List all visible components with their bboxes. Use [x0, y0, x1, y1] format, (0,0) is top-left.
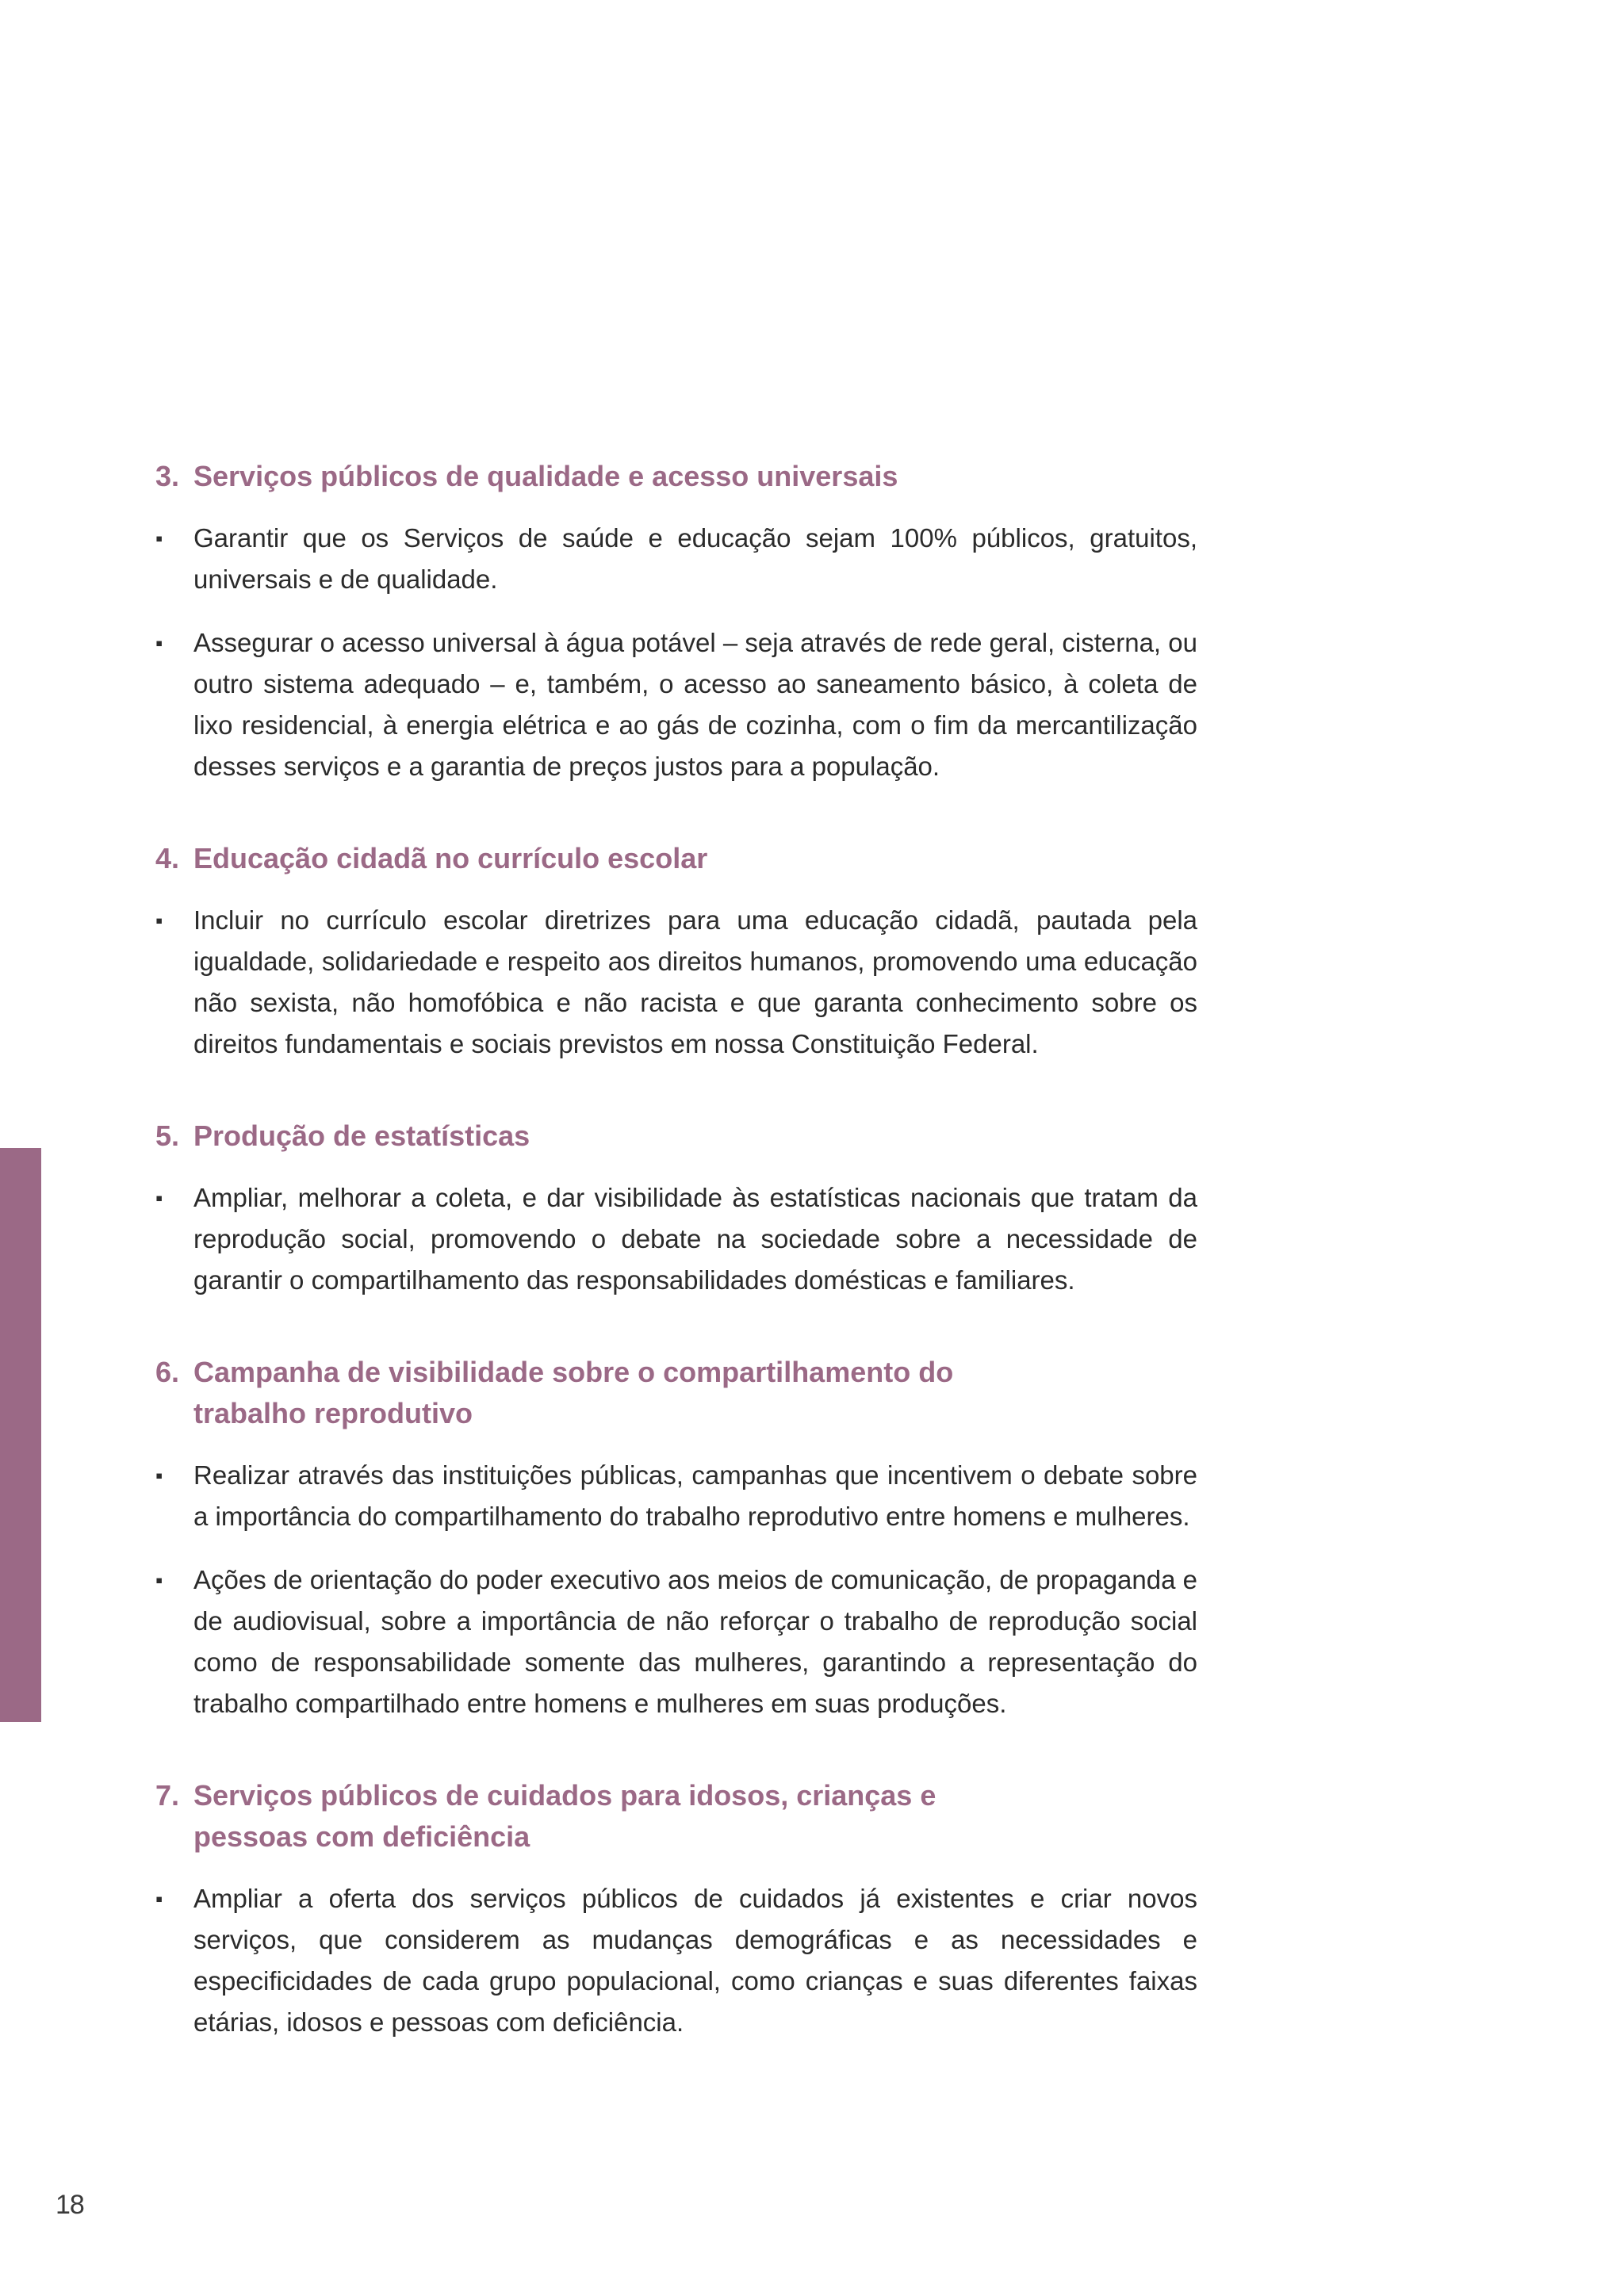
section-title: Serviços públicos de qualidade e acesso universais [193, 460, 898, 492]
side-accent-bar [0, 1148, 41, 1722]
bullet-icon: ▪ [155, 1464, 163, 1487]
list-item-text: Ações de orientação do poder executivo aos meios de comunicação, de propaganda e de audiovisual, sobre a importância de não reforçar o trabalho de reprodução social como de responsabilidade somente das mulheres, garantindo a representação do trabalho compartilhado entre homens e mulheres em suas produções. [193, 1565, 1197, 1718]
bullet-icon: ▪ [155, 526, 163, 550]
page-number: 18 [56, 2190, 84, 2220]
section-heading [155, 1352, 1197, 1434]
section-number: 7. [155, 1779, 180, 1812]
bullet-icon: ▪ [155, 909, 163, 932]
bullet-icon: ▪ [155, 1568, 163, 1592]
list-item [155, 1878, 1197, 2043]
section-number: 4. [155, 842, 180, 874]
section-4 [155, 838, 1197, 1065]
list-item [155, 900, 1197, 1065]
list-item [155, 622, 1197, 787]
section-title: Educação cidadã no currículo escolar [193, 842, 708, 874]
bullet-icon: ▪ [155, 1186, 163, 1210]
section-number: 6. [155, 1356, 180, 1388]
list-item [155, 1455, 1197, 1537]
list-item-text: Incluir no currículo escolar diretrizes para uma educação cidadã, pautada pela igualdade, solidariedade e respeito aos direitos humanos, promovendo uma educação não sexista, não homofóbica e não racista e que garanta conhecimento sobre os direitos fundamentais e sociais previstos em nossa Constituição Federal. [193, 905, 1197, 1058]
list-item-text: Ampliar, melhorar a coleta, e dar visibilidade às estatísticas nacionais que tratam da reprodução social, promovendo o debate na sociedade sobre a necessidade de garantir o compartilhamento das responsabilidades domésticas e familiares. [193, 1183, 1197, 1295]
section-7 [155, 1775, 1197, 2043]
section-5 [155, 1115, 1197, 1301]
section-title: Campanha de visibilidade sobre o compartilhamento do trabalho reprodutivo [193, 1356, 954, 1429]
document-body [155, 456, 1197, 2094]
list-item [155, 518, 1197, 600]
list-item [155, 1177, 1197, 1301]
bullet-icon: ▪ [155, 1887, 163, 1911]
list-item-text: Realizar através das instituições públicas, campanhas que incentivem o debate sobre a importância do compartilhamento do trabalho reprodutivo entre homens e mulheres. [193, 1460, 1197, 1531]
list-item-text: Assegurar o acesso universal à água potável – seja através de rede geral, cisterna, ou outro sistema adequado – e, também, o acesso ao saneamento básico, à coleta de lixo residencial, à energia elétrica e ao gás de cozinha, com o fim da mercantilização desses serviços e a garantia de preços justos para a população. [193, 628, 1197, 781]
section-6 [155, 1352, 1197, 1724]
section-heading [155, 1115, 1197, 1157]
list-item-text: Garantir que os Serviços de saúde e educação sejam 100% públicos, gratuitos, universais e de qualidade. [193, 523, 1197, 594]
bullet-icon: ▪ [155, 631, 163, 655]
section-3 [155, 456, 1197, 787]
section-title: Serviços públicos de cuidados para idosos, crianças e pessoas com deficiência [193, 1779, 936, 1853]
list-item-text: Ampliar a oferta dos serviços públicos de cuidados já existentes e criar novos serviços, que considerem as mudanças demográficas e as necessidades e especificidades de cada grupo populacional, como crianças e suas diferentes faixas etárias, idosos e pessoas com deficiência. [193, 1884, 1197, 2037]
section-heading [155, 456, 1197, 497]
section-heading [155, 838, 1197, 879]
section-number: 3. [155, 460, 180, 492]
list-item [155, 1559, 1197, 1724]
section-heading [155, 1775, 1197, 1858]
section-number: 5. [155, 1119, 180, 1152]
section-title: Produção de estatísticas [193, 1119, 530, 1152]
